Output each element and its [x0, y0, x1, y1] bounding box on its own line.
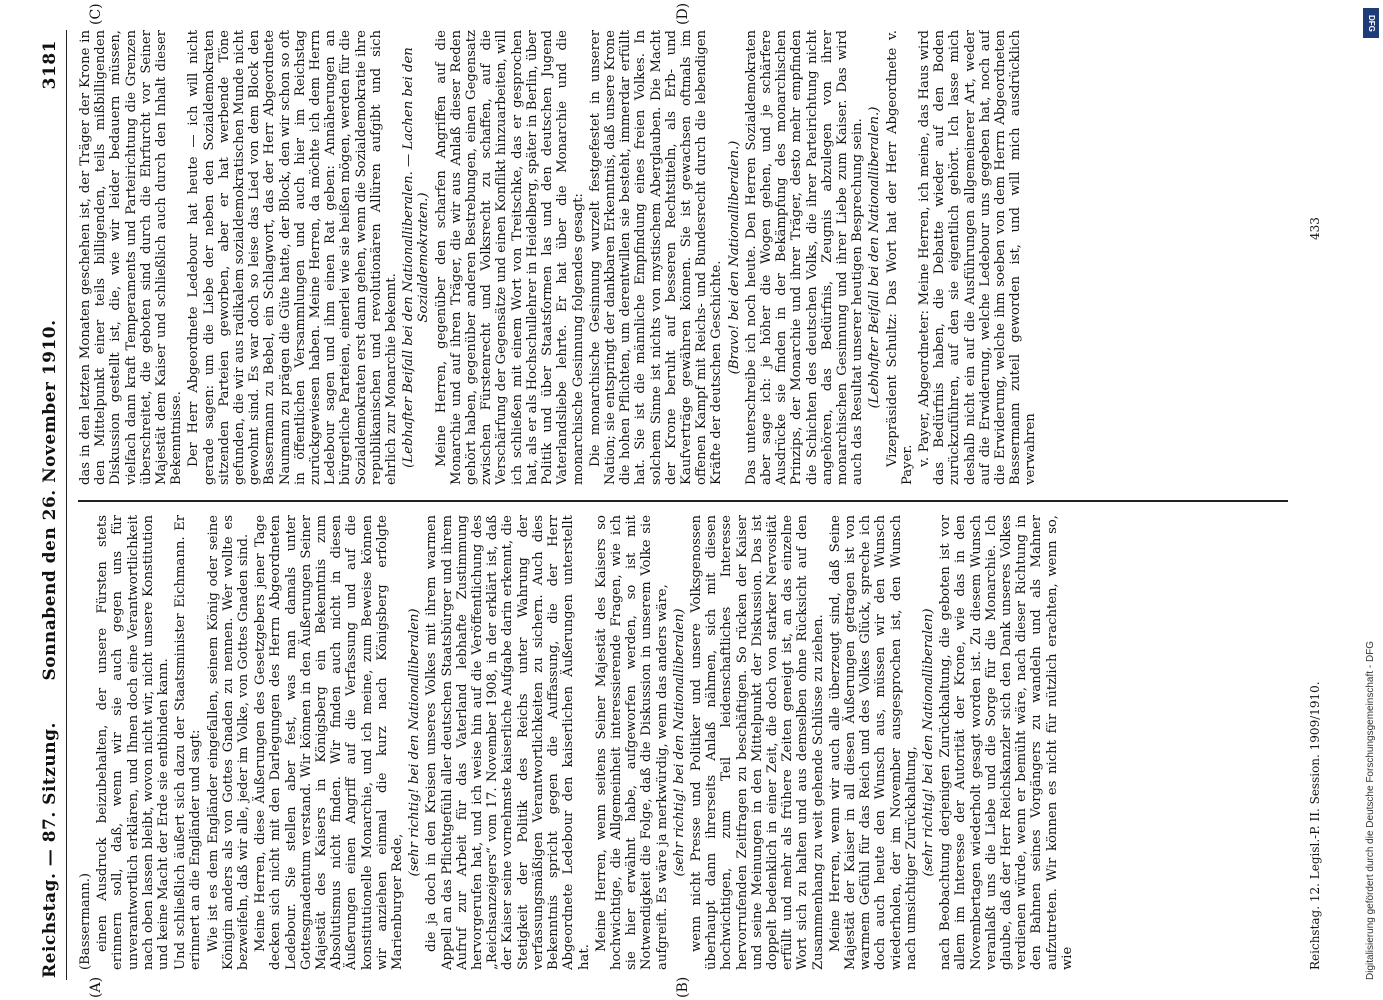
interjection: (Lebhafter Beifall bei den Nationalliberalen. — Lachen bei den Sozialdemokraten.): [401, 47, 432, 468]
interjection: (sehr richtig! bei den Nationalliberalen): [920, 608, 936, 877]
paragraph: Der Herr Abgeordnete Ledebour hat heute — ich will nicht gerade sagen: um die Liebe der neben den Sozialdemokraten sitzenden Parteien geworben, aber er hat werbende Töne gefunden, die wir aus radikalem sozialdemokratischen Munde nicht gewohnt sind. Es war doch so leise das Lied von dem Block den Bassermann zu Bebel, ein Schlagwort, das der Herr Abgeordnete Naumann zu prägen die Güte hatte, der Block, den wir schon so oft in öffentlichen Versammlungen und auch hier im Reichstag zurückgewiesen haben. Meine Herren, da möchte ich dem Herrn Ledebour sagen und ihm einen Rat geben: Annäherungen an bürgerliche Parteien, einerlei wie sie heißen mögen, werden für die Sozialdemokraten erst dann gehen, wenn die Sozialdemokratie ihre republikanischen und revolutionären Allüren aufgibt und sich ehrlich zur Monarchie bekennt.: [186, 30, 400, 485]
dfg-logo-icon: DFG: [1363, 8, 1379, 38]
interjection: (sehr richtig! bei den Nationalliberalen): [671, 608, 687, 877]
paragraph: Vizepräsident Schultz: Das Wort hat der Herr Abgeordnete v. Payer.: [884, 30, 915, 485]
paragraph: Meine Herren, diese Äußerungen des Gesetzgebers jener Tage decken sich nicht mit den Darlegungen des Herrn Abgeordneten Ledebour. Sie stellen aber fest, was man damals unter Gottesgnadentum verstand. Wir können in den Äußerungen Seiner Majestät des Kaisers in Königsberg ein Bekenntnis zum Absolutismus nicht finden. Wir finden auch nicht in diesen Äußerungen einen Angriff auf die Verfassung und auf die konstitutionelle Monarchie, und ich meine, zum Beweise können wir anziehen einmal die kurz nach Königsberg erfolgte Marienburger Rede,: [253, 515, 406, 970]
paragraph: Meine Herren, wenn wir auch alle überzeugt sind, daß Seine Majestät der Kaiser in all diesen Äußerungen getragen ist von warmem Gefühl für das Reich und des Volkes Glück, spreche ich doch auch heute den Wunsch aus, müssen wir den Wunsch wiederholen, der im November ausgesprochen ist, den Wunsch nach umsichtiger Zurückhaltung,: [827, 515, 919, 970]
paragraph: Meine Herren, wenn seitens Seiner Majestät des Kaisers so hochwichtige, die Allgemeinheit interessierende Fragen, wie ich sie hier erwähnt habe, aufgeworfen werden, so ist mit Notwendigkeit die Folge, daß die Diskussion in unserem Volke sie aufgreift. Es wäre ja merkwürdig, wenn das anders wäre,: [593, 515, 670, 970]
left-text-column: [78, 515, 1288, 970]
running-header-date: Sonnabend den 26. November 1910.: [40, 319, 60, 681]
paragraph: Das unterschreibe ich noch heute. Den Herren Sozialdemokraten aber sage ich: je höher die Wogen gehen, und je schärfere Ausdrücke sie finden in der Bekämpfung des monarchischen Prinzips, der Monarchie und ihrer Träger, desto mehr empfinden die Schichten des deutschen Volks, die ihrer Parteirichtung nicht angehören, das Bedürfnis, Zeugnis abzulegen von ihrer monarchischen Gesinnung und ihrer Liebe zum Kaiser. Das wird auch das Resultat unserer heutigen Besprechung sein.: [743, 30, 866, 485]
margin-marker-a: (A): [88, 976, 104, 998]
running-header-left: Reichstag. — 87. Sitzung.: [40, 722, 60, 978]
margin-marker-b: (B): [675, 976, 691, 998]
footer-page-number: 433: [1308, 217, 1322, 240]
paragraph: die ja doch in den Kreisen unseres Volkes mit ihrem warmen Appell an das Pflichtgefühl aller deutschen Staatsbürger und ihrem Aufruf zur Arbeit für das Vaterland lebhafte Zustimmung hervorgerufen hat, und ich weise hin auf die Veröffentlichung des „Reichsanzeigers“ vom 17. November 1908, in der erklärt ist, daß der Kaiser seine vornehmste kaiserliche Aufgabe darin erkennt, die Stetigkeit der Politik des Reichs unter Wahrung der verfassungsmäßigen Verantwortlichkeiten zu sichern. Auch dies Bekenntnis spricht gegen die Auffassung, die der Herr Abgeordnete Ledebour den kaiserlichen Äußerungen unterstellt hat.: [424, 515, 592, 970]
running-header-page-number: 3181: [40, 40, 60, 90]
column-divider: [78, 500, 1288, 502]
rotated-document-page: [20, 0, 1350, 1000]
right-text-column: [78, 30, 1288, 485]
paragraph: Und schließlich äußert sich dazu der Staatsminister Eichmann. Er erinnert an die Engländer und sagt:: [173, 515, 204, 970]
footer-session-info: Reichstag. 12. Legisl.-P. II. Session. 1909/1910.: [1308, 681, 1322, 970]
margin-marker-d: (D): [675, 2, 691, 25]
margin-marker-c: (C): [88, 3, 104, 25]
paragraph: Meine Herren, gegenüber den scharfen Angriffen auf die Monarchie und auf ihren Träger, die wir aus Anlaß dieser Reden gehört haben, gegenüber anderen Bestrebungen, einen Gegensatz zwischen Fürstenrecht und Volksrecht zu schaffen, auf die Verschärfung der Gegensätze und einen Konflikt hinzuarbeiten, will ich schließen mit einem Wort von Treitschke, das er gesprochen hat, als er als Hochschullehrer in Heidelberg, später in Berlin, über Politik und über Staatsformen las und den deutschen Jugend Vaterlandsliebe lehrte. Er hat über die Monarchie und die monarchische Gesinnung folgendes gesagt:: [433, 30, 586, 485]
interjection: (Bravo! bei den Nationalliberalen.): [726, 140, 742, 375]
paragraph: das in den letzten Monaten geschehen ist, der Träger der Krone in den Mittelpunkt einer teils billigenden, teils mißbilligenden Diskussion gestellt ist, die, wie wir leider bedauern müssen, vielfach dann kraft Temperaments und Parteirichtung die Grenzen überschreitet, die geboten sind durch die Ehrfurcht vor Seiner Majestät dem Kaiser und schließlich auch durch den Inhalt dieser Bekenntnisse.: [78, 30, 185, 485]
header-rule: [66, 30, 67, 980]
paragraph: Wie ist es dem Engländer eingefallen, seinem König oder seine Königin anders als von Gottes Gnaden zu nennen. Wer wollte es bezweifeln, daß wir alle, jeder im Volke, von Gottes Gnaden sind.: [205, 515, 252, 970]
paragraph: wenn nicht Presse und Politiker und unsere Volksgenossen überhaupt dann ihrerseits Anlaß nähmen, sich mit diesen hochwichtigen, zum Teil leidenschaftliches Interesse hervorrufenden Zeitfragen zu beschäftigen. So rücken der Kaiser und seine Meinungen in den Mittelpunkt der Diskussion. Das ist doppelt bedenklich in einer Zeit, die doch von starker Nervosität erfüllt und mehr als frühere Zeiten geneigt ist, an das einzelne Wort sich zu halten und aus demselben ohne Rücksicht auf den Zusammenhang zu weit gehende Schlüsse zu ziehen.: [688, 515, 826, 970]
attribution-text: Digitalisierung gefördert durch die Deutsche Forschungsgemeinschaft - DFG: [1365, 640, 1376, 980]
paragraph: nach Beobachtung derjenigen Zurückhaltung, die geboten ist vor allem im Interesse der Autorität der Krone, wie das in den Novembertagen wiederholt gesagt worden ist. Zu diesem Wunsch veranlaßt uns die Liebe und die Sorge für die Monarchie. Ich glaube, daß der Herr Reichskanzler sich den Dank unseres Volkes verdienen würde, wenn er bemüht wäre, nach dieser Richtung in den Bahnen seines Vorgängers zu wandeln und als Mahner aufzutreten. Wir können es nicht für nützlich erachten, wenn so, wie: [938, 515, 1075, 970]
interjection: (sehr richtig! bei den Nationalliberalen): [407, 608, 423, 877]
paragraph: v. Payer, Abgeordneter: Meine Herren, ich meine, das Haus wird das Bedürfnis haben, die Debatte wieder auf den Boden zurückzuführen, auf den sie eigentlich gehört. Ich lasse mich deshalb nicht ein auf die Ausführungen allgemeinerer Art, weder auf die Erwiderung, welche Ledebour uns gegeben hat, noch auf die Erwiderung, welche ihm soeben von dem Herrn Abgeordneten Bassermann zuteil geworden ist, und will mich ausdrücklich verwahren: [916, 30, 1039, 485]
paragraph: (Bassermann.): [78, 872, 93, 970]
paragraph: einen Ausdruck beizubehalten, der unsere Fürsten stets erinnern soll, daß, wenn wir sie auch gegen uns für unverantwortlich erklären, und Ihnen doch eine Verantwortlichkeit nach oben lassen bleibt, wovon nicht wir, nicht unsere Konstitution und keine Macht der Erde sie entbinden kann.: [95, 515, 172, 970]
attribution-strip: [1359, 0, 1383, 1000]
interjection: (Lebhafter Beifall bei den Nationalliberalen.): [867, 106, 883, 409]
paragraph: Die monarchische Gesinnung wurzelt festgefestet in unserer Nation; sie entspringt der dankbaren Erkenntnis, daß unsere Krone die hohen Pflichten, um derentwillen sie besteht, immerdar erfüllt hat. Sie ist die männliche Empfindung eines freien Volkes. In solchem Sinne ist nichts von mystischem Aberglauben. Die Macht der Krone beruht auf besseren Rechtstiteln, als Erb- und Kaufverträge gewähren können. Sie ist gewachsen oftmals im offenen Kampf mit Reichs- und Bundesrecht durch die lebendigen Kräfte der deutschen Geschichte.: [587, 30, 725, 485]
